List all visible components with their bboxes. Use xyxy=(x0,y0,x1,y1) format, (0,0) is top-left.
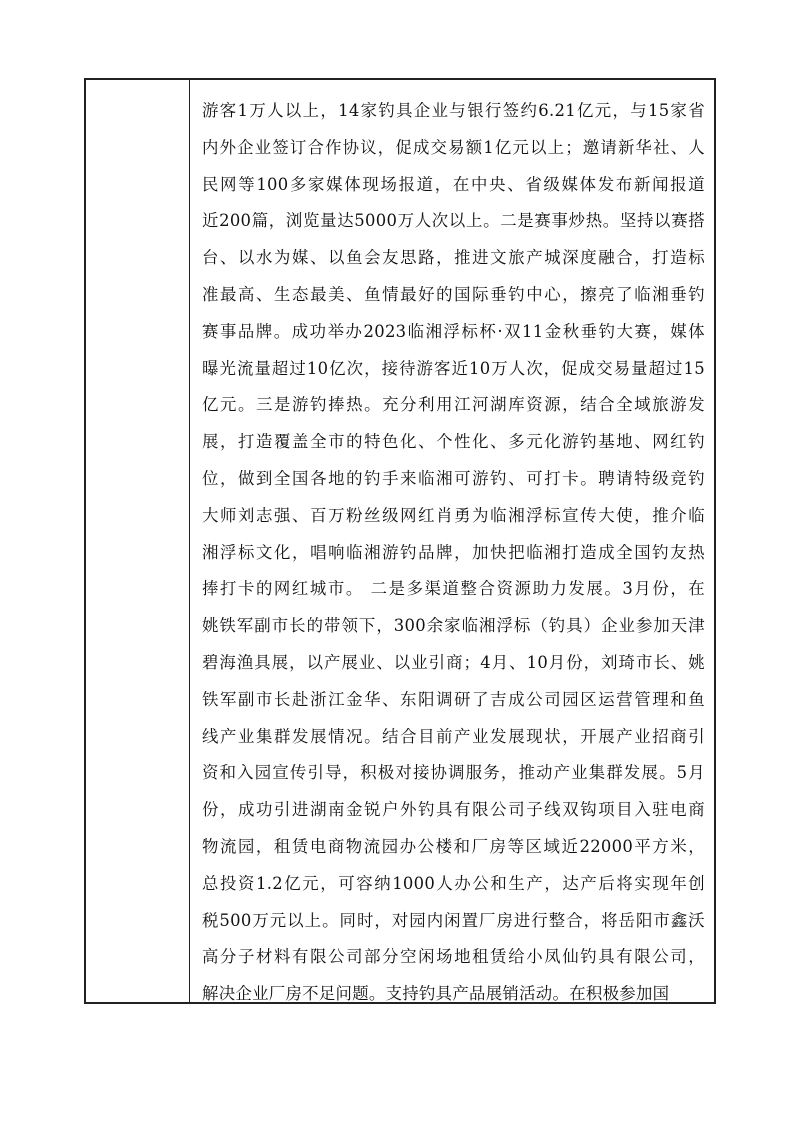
text-line: 台、以水为媒、以鱼会友思路，推进文旅产城深度融合，打造标 xyxy=(202,248,705,268)
text-line: 展，打造覆盖全市的特色化、个性化、多元化游钓基地、网红钓 xyxy=(202,432,705,452)
text-line: 游客1万人以上，14家钓具企业与银行签约6.21亿元，与15家省 xyxy=(202,101,705,120)
text-line: 捧打卡的网红城市。 二是多渠道整合资源助力发展。3月份，在 xyxy=(202,579,705,599)
text-line: 碧海渔具展，以产展业、以业引商；4月、10月份，刘琦市长、姚 xyxy=(202,652,705,672)
text-line: 资和入园宣传引导，积极对接协调服务，推动产业集群发展。5月 xyxy=(202,763,705,783)
table-content-cell xyxy=(190,80,714,1002)
text-line: 民网等100多家媒体现场报道，在中央、省级媒体发布新闻报道 xyxy=(202,174,705,194)
table-left-column xyxy=(86,80,190,1002)
text-line: 线产业集群发展情况。结合目前产业发展现状，开展产业招商引 xyxy=(202,726,705,746)
text-line: 姚铁军副市长的带领下，300余家临湘浮标（钓具）企业参加天津 xyxy=(202,616,705,636)
text-line: 解决企业厂房不足问题。支持钓具产品展销活动。在积极参加国 xyxy=(202,984,670,1002)
text-line: 位，做到全国各地的钓手来临湘可游钓、可打卡。聘请特级竞钓 xyxy=(202,468,705,488)
text-line: 内外企业签订合作协议，促成交易额1亿元以上；邀请新华社、人 xyxy=(202,137,705,157)
text-line: 亿元。三是游钓捧热。充分利用江河湖库资源，结合全域旅游发 xyxy=(202,395,705,415)
text-line: 总投资1.2亿元，可容纳1000人办公和生产，达产后将实现年创 xyxy=(202,873,705,893)
document-table xyxy=(84,78,716,1004)
text-line: 税500万元以上。同时，对园内闲置厂房进行整合，将岳阳市鑫沃 xyxy=(202,910,705,930)
text-line: 高分子材料有限公司部分空闲场地租赁给小凤仙钓具有限公司， xyxy=(202,947,705,967)
text-line: 大师刘志强、百万粉丝级网红肖勇为临湘浮标宣传大使，推介临 xyxy=(202,505,705,525)
text-line: 份，成功引进湖南金锐户外钓具有限公司子线双钩项目入驻电商 xyxy=(202,800,705,820)
text-line: 物流园，租赁电商物流园办公楼和厂房等区域近22000平方米， xyxy=(202,836,705,856)
text-line: 近200篇，浏览量达5000万人次以上。二是赛事炒热。坚持以赛搭 xyxy=(202,211,705,231)
text-line: 曝光流量超过10亿次，接待游客近10万人次，促成交易量超过15 xyxy=(202,358,705,378)
text-line: 准最高、生态最美、鱼情最好的国际垂钓中心，擦亮了临湘垂钓 xyxy=(202,284,705,304)
text-line: 赛事品牌。成功举办2023临湘浮标杯·双11金秋垂钓大赛，媒体 xyxy=(202,321,705,341)
text-line: 湘浮标文化，唱响临湘游钓品牌，加快把临湘打造成全国钓友热 xyxy=(202,542,705,562)
text-line: 铁军副市长赴浙江金华、东阳调研了吉成公司园区运营管理和鱼 xyxy=(202,689,705,709)
